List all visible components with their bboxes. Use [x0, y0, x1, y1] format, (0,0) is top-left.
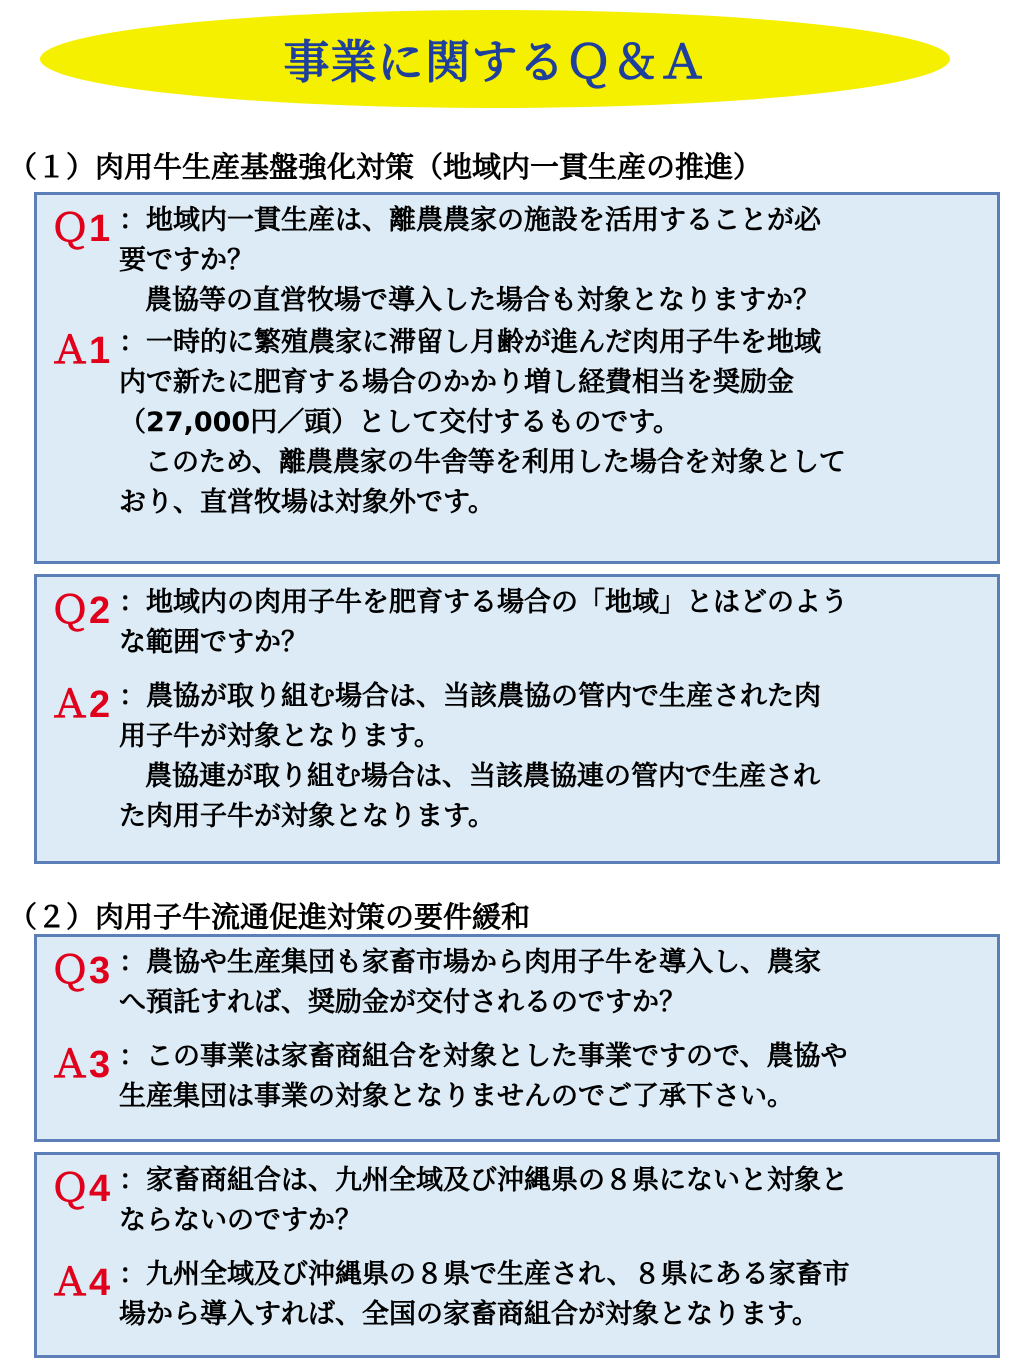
text-line: ：地域内の肉用子牛を肥育する場合の「地域」とはどのよう — [119, 587, 848, 618]
text-line: 場から導入すれば、全国の家畜商組合が対象となります。 — [119, 1299, 819, 1330]
question-label: Ｑ1 — [51, 208, 111, 250]
title-banner — [40, 10, 950, 108]
text-line: ：地域内一貫生産は、離農農家の施設を活用することが必 — [119, 205, 821, 236]
text-line: 要ですか？ — [119, 245, 254, 276]
text-line: 農協等の直営牧場で導入した場合も対象となりますか？ — [145, 285, 820, 316]
question-label: Ｑ2 — [51, 590, 111, 632]
text-line: このため、離農農家の牛舎等を利用した場合を対象として — [145, 447, 846, 478]
question-4 — [51, 1161, 983, 1241]
qa-box-2 — [34, 574, 1000, 864]
answer-3 — [51, 1037, 983, 1117]
answer-label: Ａ2 — [51, 684, 111, 726]
question-text — [119, 583, 983, 663]
text-line: ：農協が取り組む場合は、当該農協の管内で生産された肉 — [119, 681, 821, 712]
text-line: ：この事業は家畜商組合を対象とした事業ですので、農協や — [119, 1041, 848, 1072]
question-text — [119, 201, 983, 321]
text-line: ：農協や生産集団も家畜市場から肉用子牛を導入し、農家 — [119, 947, 821, 978]
text-line: 内で新たに肥育する場合のかかり増し経費相当を奨励金 — [119, 367, 794, 398]
text-line: ：家畜商組合は、九州全域及び沖縄県の８県にないと対象と — [119, 1165, 848, 1196]
qa-box-4 — [34, 1152, 1000, 1358]
question-text — [119, 943, 983, 1023]
text-line: （27,000円／頭）として交付するものです。 — [119, 407, 681, 438]
answer-label: Ａ3 — [51, 1044, 111, 1086]
question-label: Ｑ3 — [51, 950, 111, 992]
answer-text — [119, 1255, 983, 1335]
answer-label: Ａ1 — [51, 330, 111, 372]
text-line: 生産集団は事業の対象となりませんのでご了承下さい。 — [119, 1081, 794, 1112]
text-line: 農協連が取り組む場合は、当該農協連の管内で生産され — [145, 761, 820, 792]
answer-text — [119, 677, 983, 837]
question-label: Ｑ4 — [51, 1168, 111, 1210]
page-title: 事業に関するＱ＆Ａ — [283, 35, 707, 89]
section-heading-1: （１）肉用牛生産基盤強化対策（地域内一貫生産の推進） — [8, 150, 763, 184]
section-heading-2: （２）肉用子牛流通促進対策の要件緩和 — [8, 900, 531, 934]
question-text — [119, 1161, 983, 1241]
text-line: へ預託すれば、奨励金が交付されるのですか？ — [119, 987, 686, 1018]
text-line: ：九州全域及び沖縄県の８県で生産され、８県にある家畜市 — [119, 1259, 850, 1290]
text-line: 用子牛が対象となります。 — [119, 721, 441, 752]
text-line: た肉用子牛が対象となります。 — [119, 801, 495, 832]
answer-text — [119, 1037, 983, 1117]
answer-4 — [51, 1255, 983, 1335]
answer-text — [119, 323, 983, 523]
qa-box-3 — [34, 934, 1000, 1142]
answer-label: Ａ4 — [51, 1262, 111, 1304]
text-line: ：一時的に繁殖農家に滞留し月齢が進んだ肉用子牛を地域 — [119, 327, 821, 358]
question-1 — [51, 201, 983, 321]
question-2 — [51, 583, 983, 663]
text-line: な範囲ですか？ — [119, 627, 308, 658]
question-3 — [51, 943, 983, 1023]
text-line: ならないのですか？ — [119, 1205, 362, 1236]
text-line: おり、直営牧場は対象外です。 — [119, 487, 495, 518]
answer-2 — [51, 677, 983, 837]
answer-1 — [51, 323, 983, 523]
qa-box-1 — [34, 192, 1000, 564]
